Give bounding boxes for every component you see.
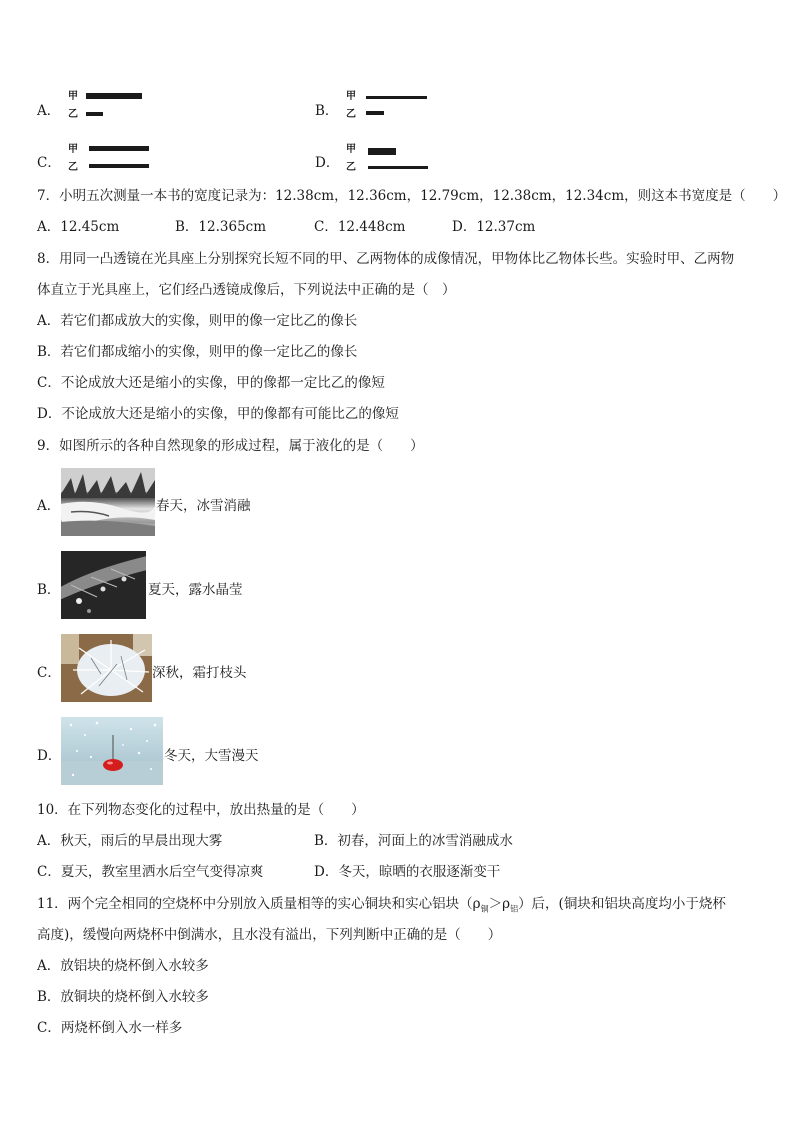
frost-branches-photo [61, 634, 152, 702]
option-caption: 春天，冰雪消融 [156, 498, 251, 514]
bar-jia [86, 93, 142, 99]
q8-option-b[interactable]: B．若它们都成缩小的实像，则甲的像一定比乙的像长 [37, 344, 358, 360]
glyph-jia: 甲 [68, 144, 78, 155]
glyph-jia: 甲 [68, 91, 78, 102]
option-letter: B． [37, 582, 61, 598]
bar-yi [86, 112, 103, 116]
snow-falling-photo [61, 717, 163, 785]
q11-option-b[interactable]: B．放铜块的烧杯倒入水较多 [37, 989, 209, 1005]
q10-option-c[interactable]: C．夏天，教室里洒水后空气变得凉爽 [37, 864, 264, 880]
bar-yi [89, 164, 149, 168]
option-caption: 冬天，大雪漫天 [164, 748, 259, 764]
option-letter: B． [315, 103, 339, 119]
bar-jia [89, 146, 149, 151]
q8-option-d[interactable]: D．不论成放大还是缩小的实像，甲的像都有可能比乙的像短 [37, 406, 399, 422]
q8-stem-line2: 体直立于光具座上，它们经凸透镜成像后，下列说法中正确的是（ ） [37, 282, 456, 298]
dew-drops-photo [61, 551, 146, 619]
option-caption: 深秋，霜打枝头 [152, 665, 247, 681]
q8-option-a[interactable]: A．若它们都成放大的实像，则甲的像一定比乙的像长 [37, 313, 358, 329]
q10-option-b[interactable]: B．初春，河面上的冰雪消融成水 [314, 833, 513, 849]
q7-option-a[interactable]: A．12.45cm [37, 219, 120, 235]
q10-stem: 10．在下列物态变化的过程中，放出热量的是（ ） [37, 802, 365, 818]
option-letter: D． [315, 155, 340, 171]
option-letter: C． [37, 665, 61, 681]
q7-stem: 7．小明五次测量一本书的宽度记录为：12.38cm，12.36cm，12.79cm，12.38cm，12.34cm，则这本书宽度是（ ） [37, 188, 787, 204]
option-caption: 夏天，露水晶莹 [148, 582, 243, 598]
q10-option-d[interactable]: D．冬天，晾晒的衣服逐渐变干 [314, 864, 501, 880]
glyph-yi: 乙 [68, 162, 78, 173]
glyph-yi: 乙 [68, 109, 78, 120]
bar-jia [368, 148, 396, 155]
q11-stem-gt: ＞ρ [488, 896, 511, 912]
q11-option-a[interactable]: A．放铝块的烧杯倒入水较多 [37, 958, 209, 974]
snow-melting-photo [61, 468, 155, 536]
q10-option-a[interactable]: A．秋天，雨后的早晨出现大雾 [37, 833, 223, 849]
bar-jia [366, 96, 427, 99]
q9-stem: 9．如图所示的各种自然现象的形成过程，属于液化的是（ ） [37, 438, 424, 454]
q11-stem-line2: 高度)，缓慢向两烧杯中倒满水，且水没有溢出，下列判断中正确的是（ ） [37, 927, 502, 943]
option-letter: A． [37, 103, 61, 119]
option-letter: D． [37, 748, 62, 764]
q11-stem-line1 [37, 895, 726, 919]
bar-yi [366, 111, 384, 115]
rho-subscript-copper: 铜 [480, 904, 489, 914]
rho-subscript-aluminum: 铝 [510, 904, 519, 914]
q8-stem-line1: 8．用同一凸透镜在光具座上分别探究长短不同的甲、乙两物体的成像情况，甲物体比乙物体长些。实验时甲、乙两物 [37, 251, 735, 267]
option-letter: A． [37, 498, 61, 514]
q8-option-c[interactable]: C．不论成放大还是缩小的实像，甲的像都一定比乙的像短 [37, 375, 385, 391]
q7-option-d[interactable]: D．12.37cm [452, 219, 536, 235]
option-letter: C． [37, 155, 61, 171]
q7-option-b[interactable]: B．12.365cm [175, 219, 267, 235]
q11-stem-part2: ）后，(铜块和铝块高度均小于烧杯 [518, 896, 726, 912]
bar-yi [368, 166, 428, 169]
q7-option-c[interactable]: C．12.448cm [314, 219, 406, 235]
q11-option-c[interactable]: C．两烧杯倒入水一样多 [37, 1020, 183, 1036]
glyph-jia: 甲 [346, 144, 356, 155]
glyph-yi: 乙 [346, 109, 356, 120]
q11-stem-part1: 11．两个完全相同的空烧杯中分别放入质量相等的实心铜块和实心铝块（ρ [37, 896, 481, 912]
glyph-yi: 乙 [346, 162, 356, 173]
glyph-jia: 甲 [346, 91, 356, 102]
